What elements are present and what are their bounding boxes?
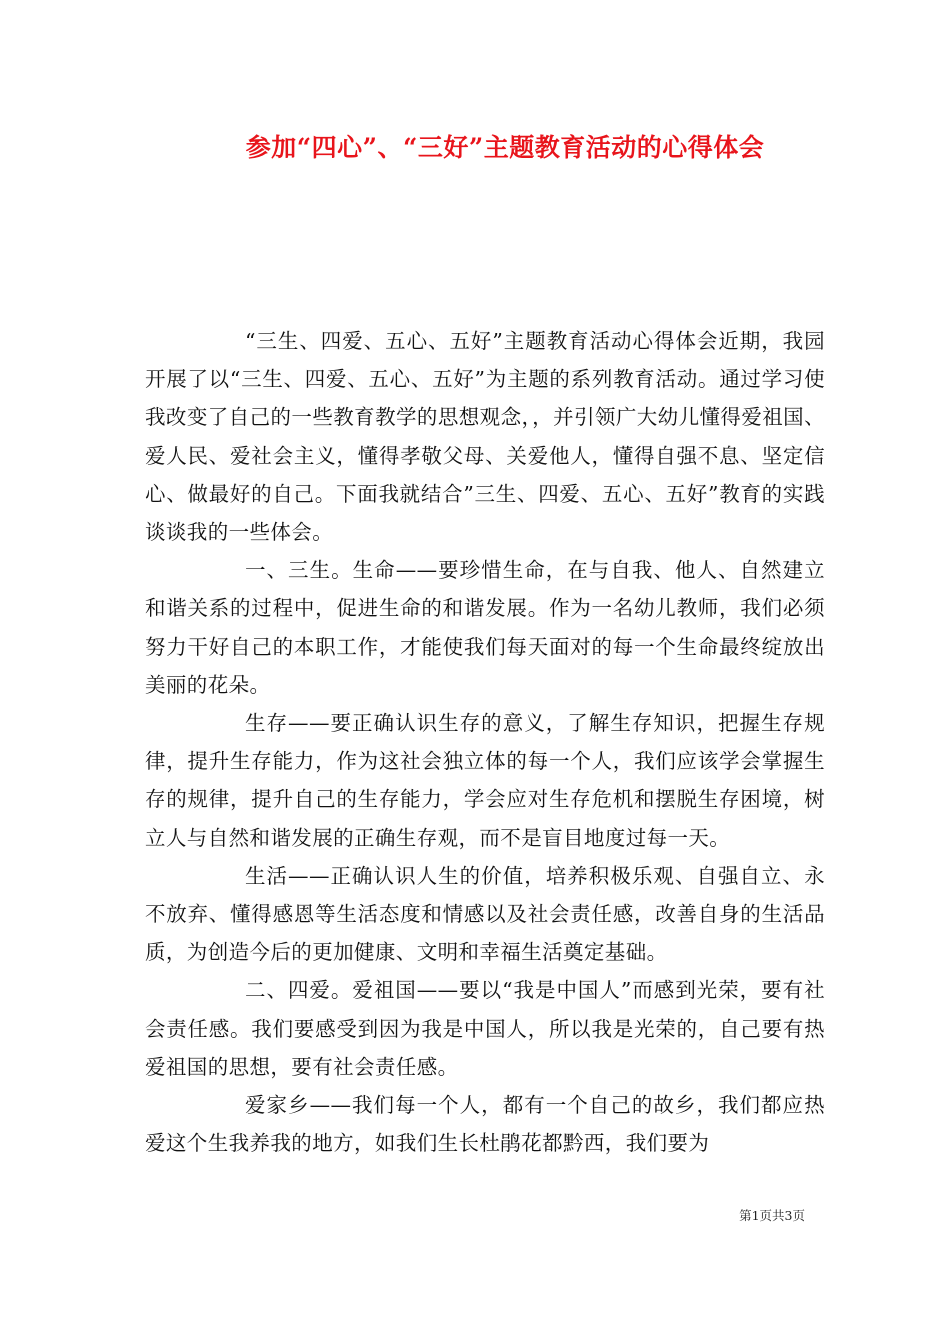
paragraph-survival: 生存——要正确认识生存的意义，了解生存知识，把握生存规律，提升生存能力，作为这社会独立体的每一个人，我们应该学会掌握生存的规律，提升自己的生存能力，学会应对生存危机和摆脱生存困境，树立人与自然和谐发展的正确生存观，而不是盲目地度过每一天。 xyxy=(145,711,825,850)
paragraph-love-hometown: 爱家乡——我们每一个人，都有一个自己的故乡，我们都应热爱这个生我养我的地方，如我们生长杜鹃花都黔西，我们要为 xyxy=(145,1093,825,1156)
document-body xyxy=(145,322,825,1162)
document-title: 参加“四心”、“三好”主题教育活动的心得体会 xyxy=(245,133,765,162)
paragraph-living: 生活——正确认识人生的价值，培养积极乐观、自强自立、永不放弃、懂得感恩等生活态度和情感以及社会责任感，改善自身的生活品质，为创造今后的更加健康、文明和幸福生活奠定基础。 xyxy=(145,863,825,965)
page-number: 第1页共3页 xyxy=(739,1208,805,1223)
paragraph-intro: “三生、四爱、五心、五好”主题教育活动心得体会近期，我园开展了以“三生、四爱、五心、五好”为主题的系列教育活动。通过学习使我改变了自己的一些教育教学的思想观念，，并引领广大幼儿懂得爱祖国、爱人民、爱社会主义，懂得孝敬父母、关爱他人，懂得自强不息、坚定信心、做最好的自己。下面我就结合”三生、四爱、五心、五好”教育的实践谈谈我的一些体会。 xyxy=(145,329,825,545)
paragraph-sansheng-life: 一、三生。生命——要珍惜生命，在与自我、他人、自然建立和谐关系的过程中，促进生命的和谐发展。作为一名幼儿教师，我们必须努力干好自己的本职工作，才能使我们每天面对的每一个生命最终绽放出美丽的花朵。 xyxy=(145,558,825,697)
paragraph-love-country: 二、四爱。爱祖国——要以“我是中国人”而感到光荣，要有社会责任感。我们要感受到因为我是中国人，所以我是光荣的，自己要有热爱祖国的思想，要有社会责任感。 xyxy=(145,978,825,1079)
